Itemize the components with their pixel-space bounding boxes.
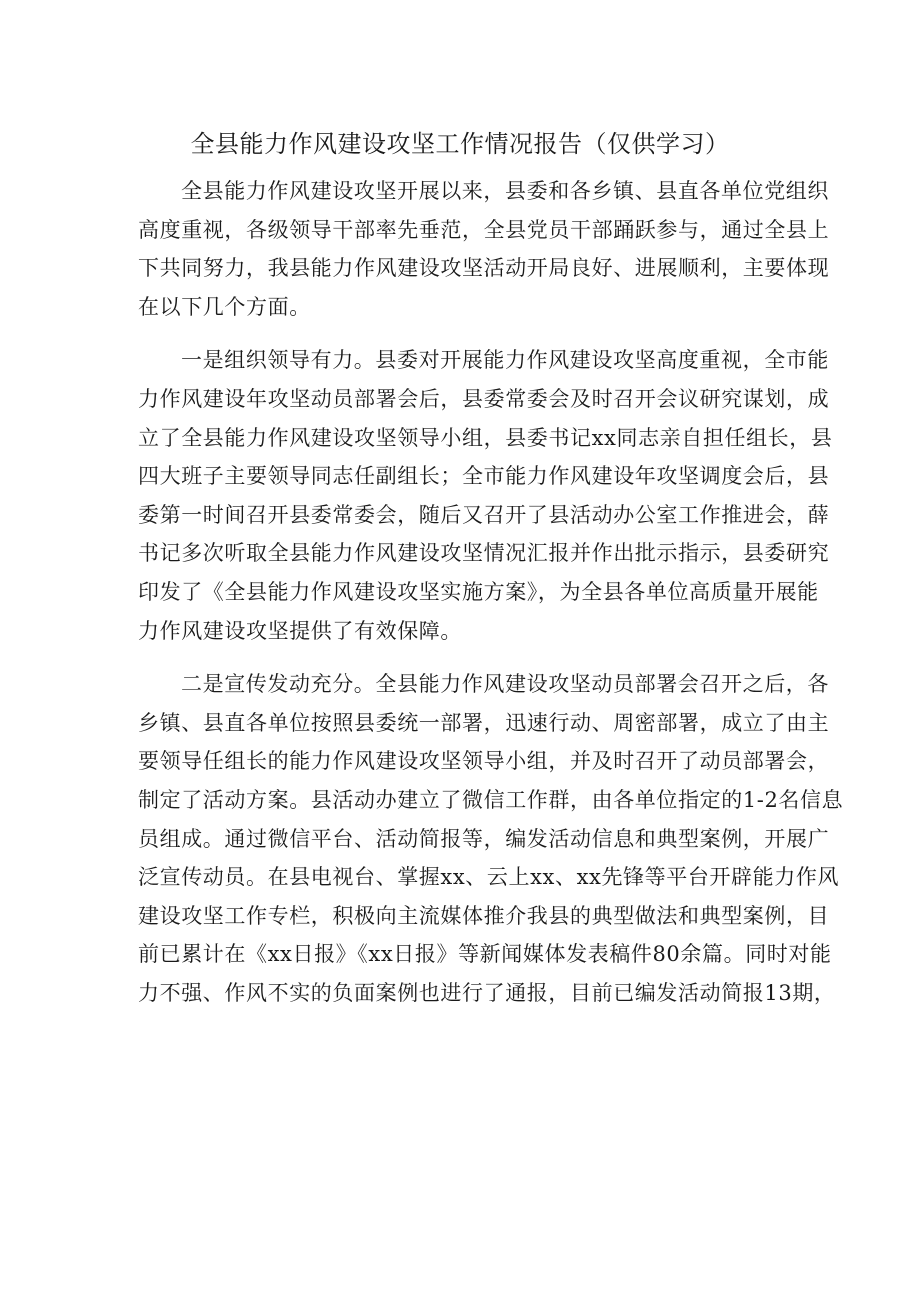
text-line: 前已累计在《xx日报》《xx日报》等新闻媒体发表稿件80余篇。同时对能 (138, 942, 832, 967)
text-line: 力作风建设攻坚提供了有效保障。 (138, 618, 462, 643)
text-line: 立了全县能力作风建设攻坚领导小组，县委书记xx同志亲自担任组长，县 (138, 425, 833, 450)
text-line: 力作风建设年攻坚动员部署会后，县委常委会及时召开会议研究谋划，成 (138, 386, 830, 411)
text-line: 高度重视，各级领导干部率先垂范，全县党员干部踊跃参与，通过全县上 (138, 217, 830, 242)
text-line: 二是宣传发动充分。全县能力作风建设攻坚动员部署会召开之后，各 (181, 672, 829, 697)
text-line: 委第一时间召开县委常委会，随后又召开了县活动办公室工作推进会，薛 (138, 502, 830, 527)
text-line: 书记多次听取全县能力作风建设攻坚情况汇报并作出批示指示，县委研究 (138, 541, 830, 566)
text-line: 力不强、作风不实的负面案例也进行了通报，目前已编发活动简报13期， (138, 980, 836, 1005)
text-line: 四大班子主要领导同志任副组长；全市能力作风建设年攻坚调度会后，县 (138, 464, 830, 489)
paragraph-publicity-mobilization (138, 665, 844, 1012)
text-line: 一是组织领导有力。县委对开展能力作风建设攻坚高度重视，全市能 (181, 348, 829, 373)
text-line: 在以下几个方面。 (138, 294, 311, 319)
text-line: 印发了《全县能力作风建设攻坚实施方案》，为全县各单位高质量开展能 (138, 579, 819, 604)
text-line: 乡镇、县直各单位按照县委统一部署，迅速行动、周密部署，成立了由主 (138, 710, 830, 735)
text-line: 建设攻坚工作专栏，积极向主流媒体推介我县的典型做法和典型案例，目 (138, 903, 830, 928)
text-line: 下共同努力，我县能力作风建设攻坚活动开局良好、进展顺利，主要体现 (138, 256, 830, 281)
text-line: 员组成。通过微信平台、活动简报等，编发活动信息和典型案例，开展广 (138, 826, 830, 851)
text-line: 全县能力作风建设攻坚开展以来，县委和各乡镇、县直各单位党组织 (181, 179, 829, 203)
text-line: 泛宣传动员。在县电视台、掌握xx、云上xx、xx先锋等平台开辟能力作风 (138, 865, 840, 890)
paragraph-intro (138, 172, 830, 326)
document-title: 全县能力作风建设攻坚工作情况报告（仅供学习） (190, 130, 730, 158)
text-line: 制定了活动方案。县活动办建立了微信工作群，由各单位指定的1-2名信息 (138, 787, 844, 812)
text-line: 要领导任组长的能力作风建设攻坚领导小组，并及时召开了动员部署会， (138, 749, 830, 774)
document-body (138, 172, 844, 1012)
paragraph-organization-leadership (138, 341, 833, 650)
